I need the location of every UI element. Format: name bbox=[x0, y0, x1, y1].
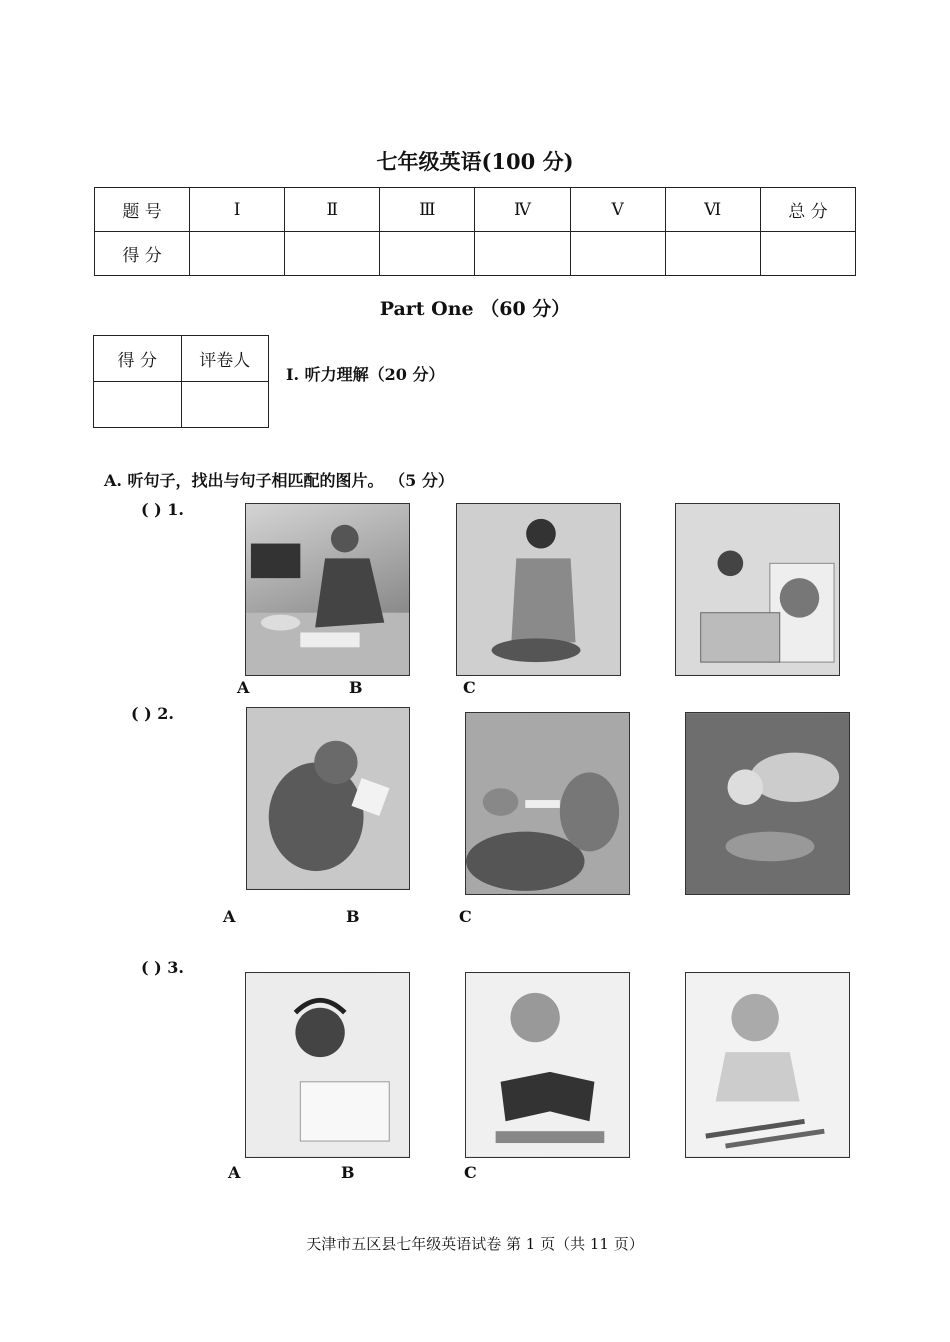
question-3-number: ( ) 3. bbox=[141, 958, 184, 977]
grader-score-label: 得 分 bbox=[94, 336, 182, 382]
girl-book-icon bbox=[466, 973, 629, 1157]
q3-image-c bbox=[685, 972, 850, 1158]
header-cell-6: Ⅵ bbox=[665, 188, 760, 232]
score-cell bbox=[760, 232, 855, 276]
q1-image-c bbox=[675, 503, 840, 676]
q1-letter-b: B bbox=[349, 678, 363, 697]
dogs-icon bbox=[466, 713, 629, 894]
q2-letter-a: A bbox=[223, 907, 236, 926]
q1-letter-a: A bbox=[237, 678, 250, 697]
question-2-number: ( ) 2. bbox=[131, 704, 174, 723]
cat-rat-icon bbox=[686, 713, 849, 894]
score-table-score-row bbox=[95, 232, 856, 276]
grader-score-cell bbox=[94, 382, 182, 428]
header-cell-3: Ⅲ bbox=[380, 188, 475, 232]
header-cell-2: Ⅱ bbox=[285, 188, 380, 232]
score-cell bbox=[475, 232, 570, 276]
monkey-icon bbox=[247, 708, 409, 889]
girl-laundry-icon bbox=[676, 504, 839, 675]
grader-name-label: 评卷人 bbox=[181, 336, 269, 382]
q3-image-a bbox=[245, 972, 410, 1158]
score-table-header-row bbox=[95, 188, 856, 232]
header-cell-1: Ⅰ bbox=[190, 188, 285, 232]
q3-letter-c: C bbox=[464, 1163, 477, 1182]
q2-image-c bbox=[685, 712, 850, 895]
question-1-number: ( ) 1. bbox=[141, 500, 184, 519]
score-cell bbox=[665, 232, 760, 276]
girl-drawing-icon bbox=[686, 973, 849, 1157]
exam-title: 七年级英语(100 分) bbox=[376, 149, 574, 174]
q1-letter-c: C bbox=[463, 678, 476, 697]
score-cell bbox=[380, 232, 475, 276]
q2-letter-b: B bbox=[346, 907, 360, 926]
woman-cleaning-icon bbox=[246, 504, 409, 675]
q2-image-b bbox=[465, 712, 630, 895]
section-1-title: I. 听力理解（20 分） bbox=[286, 365, 445, 384]
score-cell bbox=[570, 232, 665, 276]
header-cell-total: 总 分 bbox=[760, 188, 855, 232]
score-row-label: 得 分 bbox=[95, 232, 190, 276]
q2-image-a bbox=[246, 707, 410, 890]
girl-laptop-icon bbox=[246, 973, 409, 1157]
section-a-title: A. 听句子，找出与句子相匹配的图片。 （5 分） bbox=[104, 471, 454, 490]
header-cell-label: 题 号 bbox=[95, 188, 190, 232]
header-cell-4: Ⅳ bbox=[475, 188, 570, 232]
score-table bbox=[94, 187, 856, 276]
q3-letter-a: A bbox=[228, 1163, 241, 1182]
grader-name-cell bbox=[181, 382, 269, 428]
q1-image-a bbox=[245, 503, 410, 676]
q2-letter-c: C bbox=[459, 907, 472, 926]
page-footer: 天津市五区县七年级英语试卷 第 1 页（共 11 页） bbox=[306, 1235, 644, 1253]
q1-image-b bbox=[456, 503, 621, 676]
woman-cooking-icon bbox=[457, 504, 620, 675]
score-cell bbox=[190, 232, 285, 276]
q3-image-b bbox=[465, 972, 630, 1158]
grader-table bbox=[93, 335, 269, 428]
score-cell bbox=[285, 232, 380, 276]
part-title: Part One （60 分） bbox=[379, 298, 571, 320]
header-cell-5: Ⅴ bbox=[570, 188, 665, 232]
q3-letter-b: B bbox=[341, 1163, 355, 1182]
